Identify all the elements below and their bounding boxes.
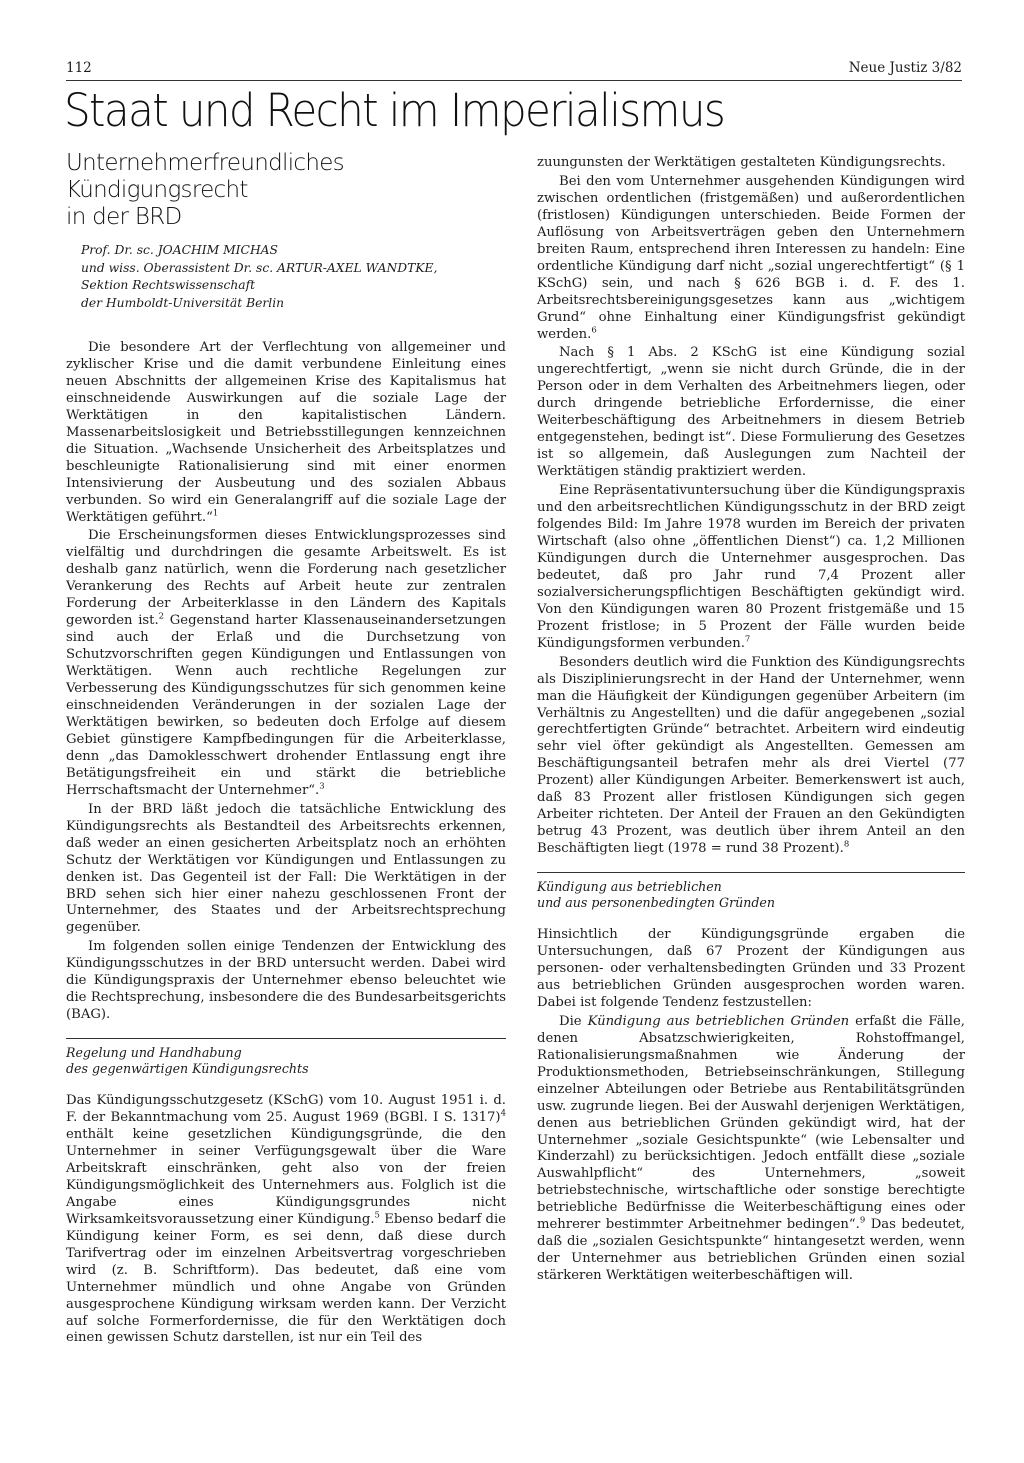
paragraph	[66, 528, 506, 799]
subheading-regelung	[66, 1038, 506, 1077]
paragraph-text: zuungunsten der Werktätigen gestalteten Kündigungsrechts.	[537, 155, 946, 170]
intro-body	[66, 340, 506, 1024]
author-block	[81, 242, 506, 312]
section-title: Staat und Recht im Imperialismus	[64, 84, 725, 137]
footnote-ref: 7	[744, 634, 751, 645]
footnote-ref: 8	[843, 839, 850, 850]
paragraph-text: Im folgenden sollen einige Tendenzen der Entwicklung des Kündigungsschutzes in der BRD untersucht werden. Dabei wird die Kündigungspraxis der Unternehmer ebenso beleuchtet wie die Rechtsprechung, insbesondere die des Bundesarbeitsgerichts (BAG).	[66, 939, 506, 1023]
footnote-ref: 2	[158, 611, 165, 622]
author-line: Sektion Rechtswissenschaft	[81, 278, 256, 292]
paragraph-text: Besonders deutlich wird die Funktion des Kündigungsrechts als Disziplinierungsrecht in der Hand der Unternehmer, wenn man die Häufigkeit der Kündigungen gegenüber Arbeitern (im Verhältnis zu Angestellten) und die dafür angegebenen „sozial gerechtfertigten Gründe“ betrachtet. Arbeitern wird eindeutig sehr viel öfter gekündigt als Angestellten. Gemessen am Beschäftigungsanteil betrafen mehr als drei Viertel (77 Prozent) aller Kündigungen Arbeiter. Bemerkenswert ist auch, daß 83 Prozent aller fristlosen Kündigungen sich gegen Arbeiter richteten. Der Anteil der Frauen an den Gekündigten betrug 43 Prozent, was deutlich über ihrem Anteil an den Beschäftigten liegt (1978 = rund 38 Prozent).	[537, 654, 965, 857]
left-column	[66, 150, 506, 1347]
paragraph-text: Das bedeutet, daß die „sozialen Gesichtspunkte“ hintangesetzt werden, wenn der Unternehmer aus betrieblichen Gründen einen sozial stärkeren Werktätigen weiterbeschäftigen will.	[537, 1217, 965, 1284]
article-title-line-1: Unternehmerfreundliches Kündigungsrecht	[66, 150, 344, 203]
header-rule	[66, 80, 962, 81]
subheading-line: des gegenwärtigen Kündigungsrechts	[66, 1061, 309, 1077]
paragraph	[66, 802, 506, 938]
author-line: Prof. Dr. sc. JOACHIM MICHAS	[81, 243, 278, 257]
paragraph-text: Die	[559, 1013, 588, 1029]
page-number: 112	[66, 60, 92, 76]
paragraph-text: Bei den vom Unternehmer ausgehenden Kündigungen wird zwischen ordentlichen (fristgemäßen) und außerordentlichen (fristlosen) Kündigungen unterschieden. Beide Formen der Auflösung von Arbeitsverträgen geben den Unternehmern breiten Raum, entsprechend ihren Interessen zu handeln: Eine ordentliche Kündigung darf nicht „sozial ungerechtfertigt“ (§ 1 KSchG) sein, und nach § 626 BGB i. d. F. des 1. Arbeitsrechtsbereinigungsgesetzes kann aus „wichtigem Grund“ ohne Einhaltung einer Kündigungsfrist gekündigt werden.	[537, 173, 965, 342]
footnote-ref: 1	[212, 508, 219, 519]
journal-issue: Neue Justiz 3/82	[848, 60, 962, 76]
paragraph-text: Eine Repräsentativuntersuchung über die Kündigungspraxis und den arbeitsrechtlichen Kündigungsschutz in der BRD zeigt folgendes Bild: Im Jahre 1978 wurden im Bereich der privaten Wirtschaft (also ohne „öffentlichen Dienst“) ca. 1,2 Millionen Kündigungen durch die Unternehmer ausgesprochen. Das bedeutet, daß pro Jahr rund 7,4 Prozent aller sozialversicherungspflichtigen Beschäftigten gekündigt wird. Von den Kündigungen waren 80 Prozent fristgemäße und 15 Prozent fristlose; in 5 Prozent der Fälle wurden beide Kündigungsformen verbunden.	[537, 483, 965, 651]
paragraph	[537, 483, 965, 653]
paragraph	[537, 345, 965, 481]
author-line: der Humboldt-Universität Berlin	[81, 295, 285, 310]
regelung-body	[66, 1093, 506, 1347]
paragraph	[537, 1014, 965, 1285]
footnote-ref: 5	[374, 1210, 380, 1221]
paragraph	[66, 939, 506, 1024]
paragraph	[66, 1093, 506, 1347]
paragraph-text: Das Kündigungsschutzgesetz (KSchG) vom 10. August 1951 i. d. F. der Bekanntmachung vom 25. August 1969 (BGBl. I S. 1317)	[66, 1093, 506, 1126]
paragraph-text: Hinsichtlich der Kündigungsgründe ergaben die Untersuchungen, daß 67 Prozent der Kündigungen aus personen- oder verhaltensbedingten Gründen und 33 Prozent aus betrieblichen Gründen ausgesprochen worden waren. Dabei ist folgende Tendenz festzustellen:	[537, 927, 965, 1010]
paragraph	[537, 174, 965, 344]
subheading-line: und aus personenbedingten Gründen	[537, 895, 775, 911]
paragraph	[66, 340, 506, 526]
footnote-ref: 4	[500, 1108, 506, 1119]
paragraph-text: In der BRD läßt jedoch die tatsächliche Entwicklung des Kündigungsrechts als Bestandteil des Arbeitsrechts erkennen, daß weder an einen gesicherten Arbeitsplatz noch an erhöhten Schutz der Werktätigen vor Kündigungen und Entlassungen zu denken ist. Das Gegenteil ist der Fall: Die Werktätigen in der BRD sehen sich hier einer nahezu geschlossenen Front der Unternehmer, des Staates und der Arbeitsrechtsprechung gegenüber.	[66, 801, 506, 936]
paragraph	[537, 155, 965, 172]
paragraph-text: Die besondere Art der Verflechtung von allgemeiner und zyklischer Krise und die damit verbundene Einleitung eines neuen Abschnitts der allgemeinen Krise des Kapitalismus hat einschneidende Auswirkungen auf die soziale Lage der Werktätigen in den kapitalistischen Ländern. Massenarbeitslosigkeit und Betriebsstillegungen kennzeichnen die Situation. „Wachsende Unsicherheit des Arbeitsplatzes und beschleunigte Rationalisierung sind mit einer enormen Intensivierung der Ausbeutung und des sozialen Abbaus verbunden. So wird ein Generalangriff auf die soziale Lage der Werktätigen geführt.“	[66, 340, 506, 525]
footnote-ref: 3	[319, 781, 325, 792]
running-head	[66, 60, 962, 78]
article-title	[66, 150, 506, 231]
article-title-line-2: in der BRD	[66, 204, 182, 230]
right-body	[537, 155, 965, 858]
paragraph	[537, 927, 965, 1012]
paragraph-text: erfaßt die Fälle, denen Absatzschwierigkeiten, Rohstoffmangel, Rationalisierungsmaßnahmen wie Änderung der Produktionsmethoden, Betriebseinschränkungen, Stillegung einzelner Abteilungen oder Betriebe aus Rentabilitätsgründen usw. zugrunde liegen. Bei der Auswahl derjenigen Werktätigen, denen aus betrieblichen Gründen gekündigt wird, hat der Unternehmer „soziale Gesichtspunkte“ (wie Lebensalter und Kinderzahl) zu berücksichtigen. Jedoch entfällt diese „soziale Auswahlpflicht“ des Unternehmers, „soweit betriebstechnische, wirtschaftliche oder sonstige berechtigte betriebliche Bedürfnisse die Weiterbeschäftigung eines oder mehrerer bestimmter Arbeitnehmer bedingen“.	[537, 1013, 965, 1233]
paragraph-text: Gegenstand harter Klassenauseinandersetzungen sind auch der Erlaß und die Durchsetzung von Schutzvorschriften gegen Kündigungen und Entlassungen von Werktätigen. Wenn auch rechtliche Regelungen zur Verbesserung des Kündigungsschutzes für sich genommen keine einschneidenden Veränderungen in der sozialen Lage der Werktätigen bewirken, so bedeuten doch Erfolge auf diesem Gebiet günstigere Kampfbedingungen für die Arbeiterklasse, denn „das Damoklesschwert drohender Entlassung engt ihre Betätigungsfreiheit ein und stärkt die betriebliche Herrschaftsmacht der Unternehmer“.	[66, 613, 506, 798]
paragraph-text: Ebenso bedarf die Kündigung keiner Form, es sei denn, daß diese durch Tarifvertrag oder im einzelnen Arbeitsvertrag vorgeschrieben wird (z. B. Schriftform). Das bedeutet, daß eine vom Unternehmer mündlich und ohne Angabe von Gründen ausgesprochene Kündigung wirksam werden kann. Der Verzicht auf solche Formerfordernisse, die für den Werktätigen doch einen gewissen Schutz darstellen, ist nur ein Teil des	[66, 1211, 506, 1346]
subheading-line: Regelung und Handhabung	[66, 1045, 242, 1061]
paragraph-text: enthält keine gesetzlichen Kündigungsgründe, die den Unternehmer in seiner Verfügungsgewalt über die Ware Arbeitskraft einschränken, geht also von der freien Kündigungsmöglichkeit des Unternehmers aus. Folglich ist die Angabe eines Kündigungsgrundes nicht Wirksamkeitsvoraussetzung einer Kündigung.	[66, 1127, 506, 1227]
paragraph-text: Nach § 1 Abs. 2 KSchG ist eine Kündigung sozial ungerechtfertigt, „wenn sie nicht durch Gründe, die in der Person oder in dem Verhalten des Arbeitnehmers liegen, oder durch dringende betriebliche Erfordernisse, die einer Weiterbeschäftigung des Arbeitnehmers in diesem Betrieb entgegenstehen, bedingt ist“. Diese Formulierung des Gesetzes ist so allgemein, daß Auslegungen zum Nachteil der Werktätigen ständig praktiziert werden.	[537, 345, 965, 480]
paragraph-text: Die Erscheinungsformen dieses Entwicklungsprozesses sind vielfältig und durchdringen die gesamte Arbeitswelt. Es ist deshalb ganz natürlich, wenn die Forderung nach gesetzlicher Verankerung des Rechts auf Arbeit heute zur zentralen Forderung der Arbeiterklasse in den Ländern des Kapitals geworden ist.	[66, 528, 506, 629]
emphasis-text: Kündigung aus betrieblichen Gründen	[587, 1013, 850, 1029]
footnote-ref: 9	[859, 1215, 866, 1226]
subheading-kuendigung	[537, 872, 965, 911]
kuendigung-body	[537, 927, 965, 1285]
paragraph	[537, 655, 965, 858]
author-line: und wiss. Oberassistent Dr. sc. ARTUR-AXEL WANDTKE,	[81, 260, 438, 275]
footnote-ref: 6	[591, 325, 597, 336]
right-column	[537, 155, 965, 1285]
subheading-line: Kündigung aus betrieblichen	[537, 879, 722, 895]
